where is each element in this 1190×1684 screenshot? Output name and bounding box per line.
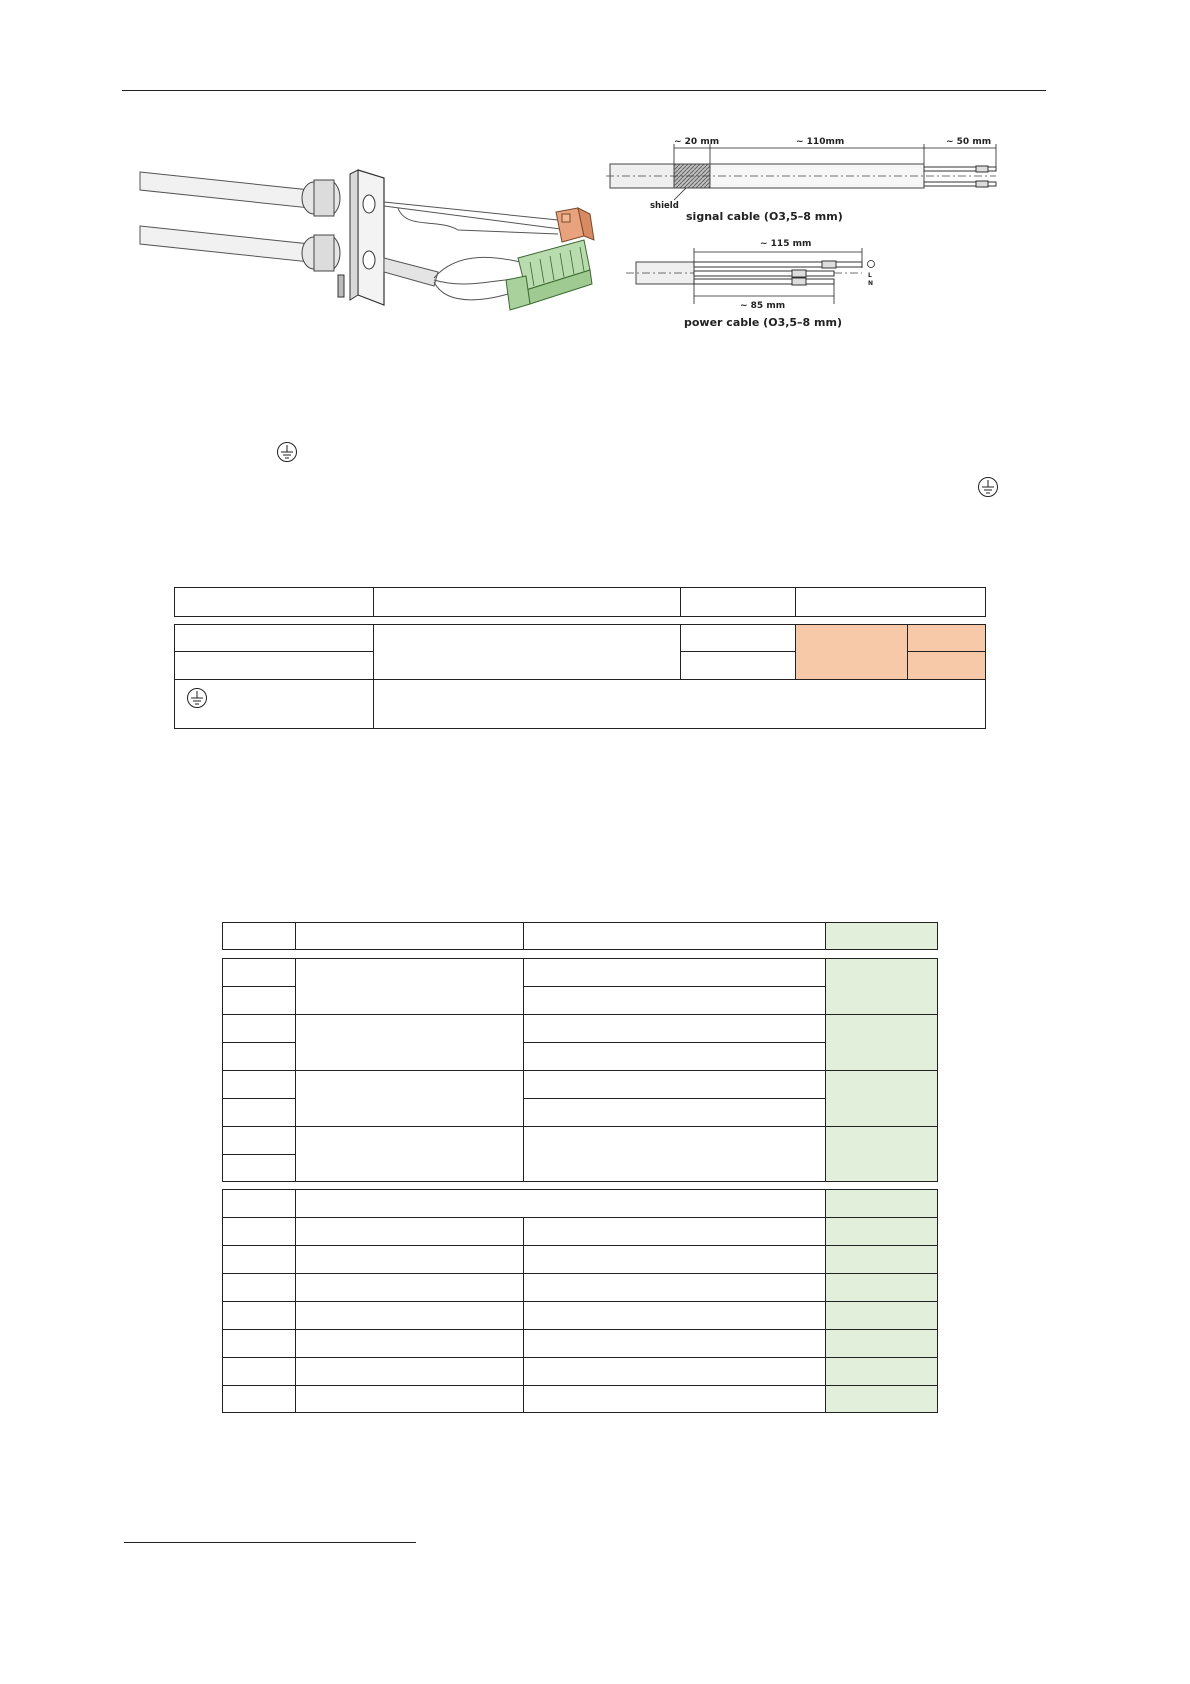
table-group-cell [295,1385,524,1413]
power-table-highlight-cell [795,624,908,680]
table-row-number-cell [222,1154,296,1182]
table-desc-cell [523,1098,826,1127]
table-span-cell [295,1189,826,1218]
table-group-cell [295,1245,524,1274]
signal-table-header-cell [825,922,938,950]
table-green-cell [825,1301,938,1330]
table-desc-cell [523,958,826,987]
header-rule [122,90,1046,91]
table-row-number-cell [222,1217,296,1246]
conductor-label-l: L [868,272,872,279]
table-group-cell [295,1301,524,1330]
power-table-header-cell [373,587,681,617]
table-green-cell [825,1385,938,1413]
table-desc-cell [523,1329,826,1358]
table-desc-cell [523,1217,826,1246]
ground-symbol-icon [977,476,999,498]
table-green-cell [825,1273,938,1302]
table-row-number-cell [222,1357,296,1386]
table-green-cell [825,1189,938,1218]
table-green-cell [825,1217,938,1246]
table-green-cell [825,1126,938,1182]
table-row-number-cell [222,1126,296,1155]
signal-table-header-cell [222,922,296,950]
cable-stripping-diagram [606,134,1016,334]
table-row-number-cell [222,1329,296,1358]
conductor-label-n: N [868,280,874,287]
table-group-cell [295,1126,524,1182]
table-row-number-cell [222,1273,296,1302]
power-table-cell [373,679,986,729]
table-group-cell [295,1070,524,1127]
table-desc-cell [523,1070,826,1099]
table-group-cell [295,1329,524,1358]
table-group-cell [295,1014,524,1071]
power-table-header-cell [795,587,986,617]
power-table-header-cell [680,587,796,617]
table-row-number-cell [222,1098,296,1127]
power-cable-caption: power cable (O3,5–8 mm) [684,316,842,329]
power-table-cell [174,624,374,652]
table-green-cell [825,1357,938,1386]
dim-shield-length: ~ 20 mm [674,137,720,147]
table-row-number-cell [222,958,296,987]
dim-power-wire-length: ~ 85 mm [740,301,786,311]
table-desc-cell [523,1357,826,1386]
power-table-cell [680,624,796,652]
table-green-cell [825,1070,938,1127]
dim-power-jacket-length: ~ 115 mm [760,239,812,249]
shield-label: shield [650,201,679,211]
table-desc-cell [523,1245,826,1274]
ground-symbol-icon [186,687,208,709]
table-row-number-cell [222,1189,296,1218]
table-group-cell [295,958,524,1015]
table-green-cell [825,1245,938,1274]
table-group-cell [295,1217,524,1246]
table-green-cell [825,958,938,1015]
table-row-number-cell [222,1070,296,1099]
table-desc-cell [523,1273,826,1302]
table-group-cell [295,1273,524,1302]
table-green-cell [825,1014,938,1071]
dim-signal-wire-length: ~ 50 mm [946,137,992,147]
table-row-number-cell [222,1385,296,1413]
table-desc-cell [523,986,826,1015]
dim-signal-jacket-length: ~ 110mm [796,137,845,147]
ground-symbol-icon [276,441,298,463]
signal-cable-caption: signal cable (O3,5–8 mm) [686,210,843,223]
power-table-cell [680,651,796,680]
table-desc-cell [523,1042,826,1071]
table-group-cell [295,1357,524,1386]
table-desc-cell [523,1126,826,1182]
footnote-rule [124,1542,416,1543]
table-green-cell [825,1329,938,1358]
table-row-number-cell [222,1042,296,1071]
table-desc-cell [523,1301,826,1330]
table-row-number-cell [222,1301,296,1330]
table-row-number-cell [222,1245,296,1274]
cable-gland-illustration [138,160,598,350]
power-table-cell [174,651,374,680]
power-table-highlight-cell [907,624,986,652]
signal-table-header-cell [523,922,826,950]
power-table-highlight-cell [907,651,986,680]
power-table-header-cell [174,587,374,617]
table-desc-cell [523,1385,826,1413]
table-row-number-cell [222,986,296,1015]
table-row-number-cell [222,1014,296,1043]
power-table-cell [373,624,681,680]
table-desc-cell [523,1014,826,1043]
signal-table-header-cell [295,922,524,950]
